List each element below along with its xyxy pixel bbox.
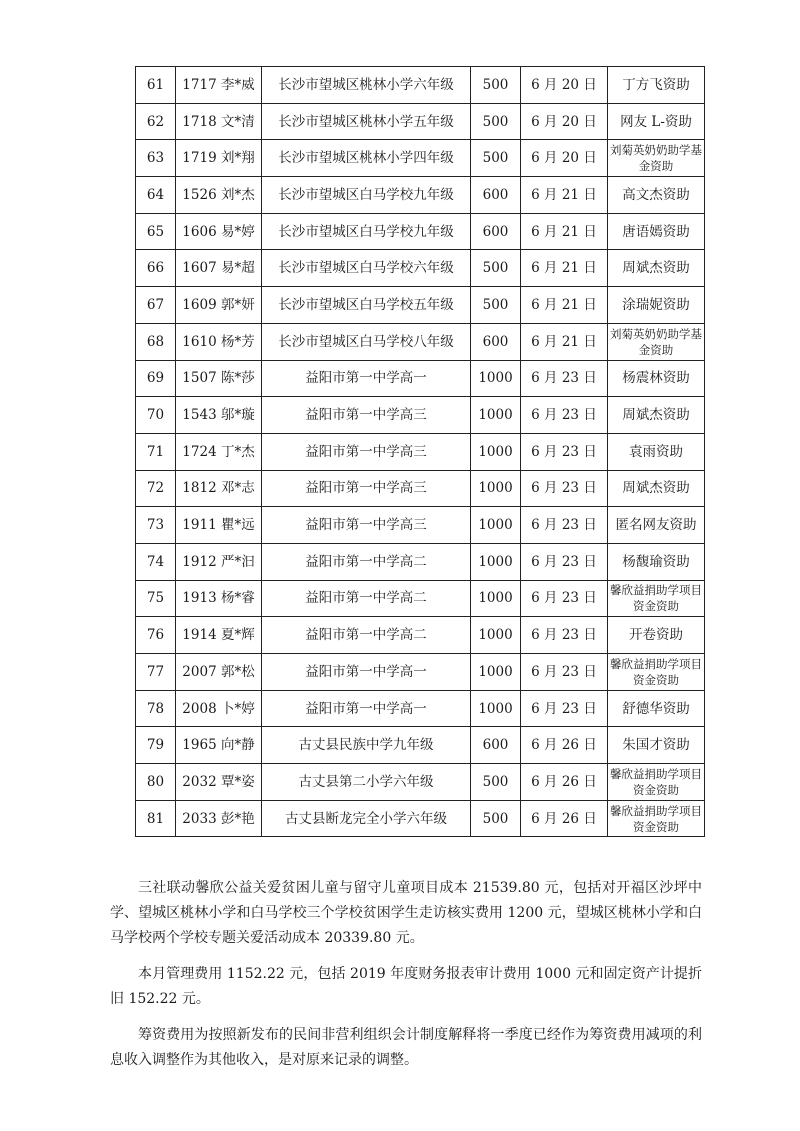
- student-name-cell: 1507 陈*莎: [176, 360, 262, 397]
- date-cell: 6 月 21 日: [521, 177, 608, 214]
- sponsor-cell: 高文杰资助: [608, 177, 705, 214]
- row-number-cell: 64: [136, 177, 176, 214]
- table-row: [136, 213, 705, 250]
- date-cell: 6 月 26 日: [521, 800, 608, 837]
- row-number-cell: 73: [136, 507, 176, 544]
- date-cell: 6 月 23 日: [521, 617, 608, 654]
- amount-cell: 1000: [471, 470, 521, 507]
- sponsor-cell: 周斌杰资助: [608, 397, 705, 434]
- amount-cell: 500: [471, 140, 521, 177]
- amount-cell: 500: [471, 764, 521, 801]
- student-name-cell: 1724 丁*杰: [176, 433, 262, 470]
- table-row: [136, 764, 705, 801]
- amount-cell: 1000: [471, 654, 521, 691]
- amount-cell: 1000: [471, 543, 521, 580]
- date-cell: 6 月 23 日: [521, 654, 608, 691]
- school-grade-cell: 益阳市第一中学高一: [262, 360, 471, 397]
- row-number-cell: 71: [136, 433, 176, 470]
- row-number-cell: 67: [136, 287, 176, 324]
- student-name-cell: 2008 卜*婷: [176, 690, 262, 727]
- table-row: [136, 287, 705, 324]
- student-name-cell: 2007 郭*松: [176, 654, 262, 691]
- sponsor-cell: 杨馥瑜资助: [608, 543, 705, 580]
- date-cell: 6 月 20 日: [521, 103, 608, 140]
- school-grade-cell: 长沙市望城区桃林小学五年级: [262, 103, 471, 140]
- student-name-cell: 1543 邬*璇: [176, 397, 262, 434]
- notes-section: [110, 876, 702, 1084]
- table-row: [136, 177, 705, 214]
- school-grade-cell: 益阳市第一中学高二: [262, 543, 471, 580]
- date-cell: 6 月 23 日: [521, 470, 608, 507]
- sponsor-cell: 馨欣益捐助学项目资金资助: [608, 580, 705, 617]
- school-grade-cell: 长沙市望城区白马学校九年级: [262, 213, 471, 250]
- amount-cell: 500: [471, 287, 521, 324]
- amount-cell: 1000: [471, 580, 521, 617]
- table-row: [136, 433, 705, 470]
- amount-cell: 500: [471, 800, 521, 837]
- school-grade-cell: 益阳市第一中学高一: [262, 690, 471, 727]
- fundraising-cost-paragraph: 筹资费用为按照新发布的民间非营利组织会计制度解释将一季度已经作为筹资费用减项的利息收入调整作为其他收入，是对原来记录的调整。: [110, 1027, 702, 1068]
- row-number-cell: 80: [136, 764, 176, 801]
- table-row: [136, 67, 705, 104]
- date-cell: 6 月 20 日: [521, 67, 608, 104]
- date-cell: 6 月 23 日: [521, 580, 608, 617]
- date-cell: 6 月 23 日: [521, 360, 608, 397]
- table-row: [136, 800, 705, 837]
- amount-cell: 1000: [471, 507, 521, 544]
- student-name-cell: 2033 彭*艳: [176, 800, 262, 837]
- row-number-cell: 76: [136, 617, 176, 654]
- row-number-cell: 78: [136, 690, 176, 727]
- sponsor-cell: 袁雨资助: [608, 433, 705, 470]
- row-number-cell: 65: [136, 213, 176, 250]
- amount-cell: 1000: [471, 433, 521, 470]
- amount-cell: 600: [471, 213, 521, 250]
- school-grade-cell: 长沙市望城区桃林小学六年级: [262, 67, 471, 104]
- date-cell: 6 月 21 日: [521, 287, 608, 324]
- row-number-cell: 74: [136, 543, 176, 580]
- row-number-cell: 61: [136, 67, 176, 104]
- row-number-cell: 72: [136, 470, 176, 507]
- student-name-cell: 1914 夏*辉: [176, 617, 262, 654]
- date-cell: 6 月 26 日: [521, 764, 608, 801]
- date-cell: 6 月 21 日: [521, 323, 608, 360]
- table-row: [136, 470, 705, 507]
- table-row: [136, 103, 705, 140]
- sponsor-cell: 杨震林资助: [608, 360, 705, 397]
- sponsor-cell: 刘菊英奶奶助学基金资助: [608, 140, 705, 177]
- table-row: [136, 727, 705, 764]
- row-number-cell: 66: [136, 250, 176, 287]
- student-name-cell: 2032 覃*姿: [176, 764, 262, 801]
- school-grade-cell: 古丈县第二小学六年级: [262, 764, 471, 801]
- student-name-cell: 1911 瞿*远: [176, 507, 262, 544]
- school-grade-cell: 益阳市第一中学高二: [262, 580, 471, 617]
- school-grade-cell: 益阳市第一中学高三: [262, 507, 471, 544]
- student-name-cell: 1812 邓*志: [176, 470, 262, 507]
- table-row: [136, 617, 705, 654]
- sponsor-cell: 馨欣益捐助学项目资金资助: [608, 654, 705, 691]
- row-number-cell: 70: [136, 397, 176, 434]
- sponsor-cell: 刘菊英奶奶助学基金资助: [608, 323, 705, 360]
- table-row: [136, 543, 705, 580]
- date-cell: 6 月 23 日: [521, 690, 608, 727]
- school-grade-cell: 长沙市望城区白马学校六年级: [262, 250, 471, 287]
- school-grade-cell: 长沙市望城区桃林小学四年级: [262, 140, 471, 177]
- school-grade-cell: 益阳市第一中学高三: [262, 433, 471, 470]
- row-number-cell: 77: [136, 654, 176, 691]
- row-number-cell: 63: [136, 140, 176, 177]
- row-number-cell: 79: [136, 727, 176, 764]
- student-name-cell: 1718 文*清: [176, 103, 262, 140]
- amount-cell: 600: [471, 727, 521, 764]
- amount-cell: 500: [471, 67, 521, 104]
- amount-cell: 1000: [471, 360, 521, 397]
- table-row: [136, 690, 705, 727]
- sponsor-cell: 唐语嫣资助: [608, 213, 705, 250]
- amount-cell: 500: [471, 103, 521, 140]
- amount-cell: 600: [471, 177, 521, 214]
- management-cost-paragraph: 本月管理费用 1152.22 元，包括 2019 年度财务报表审计费用 1000 元和固定资产计提折旧 152.22 元。: [110, 966, 702, 1007]
- table-row: [136, 580, 705, 617]
- student-name-cell: 1606 易*婷: [176, 213, 262, 250]
- row-number-cell: 75: [136, 580, 176, 617]
- school-grade-cell: 益阳市第一中学高三: [262, 397, 471, 434]
- date-cell: 6 月 23 日: [521, 543, 608, 580]
- sponsor-cell: 舒德华资助: [608, 690, 705, 727]
- school-grade-cell: 长沙市望城区白马学校九年级: [262, 177, 471, 214]
- date-cell: 6 月 23 日: [521, 397, 608, 434]
- row-number-cell: 81: [136, 800, 176, 837]
- student-name-cell: 1913 杨*睿: [176, 580, 262, 617]
- amount-cell: 600: [471, 323, 521, 360]
- sponsor-cell: 馨欣益捐助学项目资金资助: [608, 800, 705, 837]
- date-cell: 6 月 26 日: [521, 727, 608, 764]
- date-cell: 6 月 21 日: [521, 213, 608, 250]
- date-cell: 6 月 23 日: [521, 433, 608, 470]
- sponsor-cell: 朱国才资助: [608, 727, 705, 764]
- sponsor-cell: 丁方飞资助: [608, 67, 705, 104]
- table-row: [136, 654, 705, 691]
- table-row: [136, 507, 705, 544]
- student-name-cell: 1719 刘*翔: [176, 140, 262, 177]
- row-number-cell: 68: [136, 323, 176, 360]
- student-name-cell: 1526 刘*杰: [176, 177, 262, 214]
- school-grade-cell: 古丈县断龙完全小学六年级: [262, 800, 471, 837]
- date-cell: 6 月 21 日: [521, 250, 608, 287]
- sponsor-cell: 涂瑞妮资助: [608, 287, 705, 324]
- student-name-cell: 1609 郭*妍: [176, 287, 262, 324]
- amount-cell: 1000: [471, 690, 521, 727]
- table-row: [136, 250, 705, 287]
- student-name-cell: 1717 李*威: [176, 67, 262, 104]
- date-cell: 6 月 23 日: [521, 507, 608, 544]
- project-cost-paragraph: 三社联动馨欣公益关爱贫困儿童与留守儿童项目成本 21539.80 元，包括对开福区沙坪中学、望城区桃林小学和白马学校三个学校贫困学生走访核实费用 1200 元，望城区桃林小学和白马学校两个学校专题关爱活动成本 20339.80 元。: [110, 880, 702, 946]
- sponsor-cell: 匿名网友资助: [608, 507, 705, 544]
- amount-cell: 1000: [471, 617, 521, 654]
- school-grade-cell: 古丈县民族中学九年级: [262, 727, 471, 764]
- table-row: [136, 397, 705, 434]
- school-grade-cell: 益阳市第一中学高一: [262, 654, 471, 691]
- sponsor-cell: 周斌杰资助: [608, 250, 705, 287]
- school-grade-cell: 益阳市第一中学高二: [262, 617, 471, 654]
- table-row: [136, 323, 705, 360]
- donation-table: [135, 66, 705, 837]
- school-grade-cell: 长沙市望城区白马学校八年级: [262, 323, 471, 360]
- amount-cell: 1000: [471, 397, 521, 434]
- sponsor-cell: 馨欣益捐助学项目资金资助: [608, 764, 705, 801]
- date-cell: 6 月 20 日: [521, 140, 608, 177]
- student-name-cell: 1912 严*汩: [176, 543, 262, 580]
- student-name-cell: 1610 杨*芳: [176, 323, 262, 360]
- student-name-cell: 1965 向*静: [176, 727, 262, 764]
- amount-cell: 500: [471, 250, 521, 287]
- school-grade-cell: 益阳市第一中学高三: [262, 470, 471, 507]
- sponsor-cell: 开卷资助: [608, 617, 705, 654]
- sponsor-cell: 网友 L-资助: [608, 103, 705, 140]
- row-number-cell: 69: [136, 360, 176, 397]
- sponsor-cell: 周斌杰资助: [608, 470, 705, 507]
- table-row: [136, 140, 705, 177]
- donation-table-body: [136, 67, 705, 837]
- row-number-cell: 62: [136, 103, 176, 140]
- student-name-cell: 1607 易*超: [176, 250, 262, 287]
- school-grade-cell: 长沙市望城区白马学校五年级: [262, 287, 471, 324]
- table-row: [136, 360, 705, 397]
